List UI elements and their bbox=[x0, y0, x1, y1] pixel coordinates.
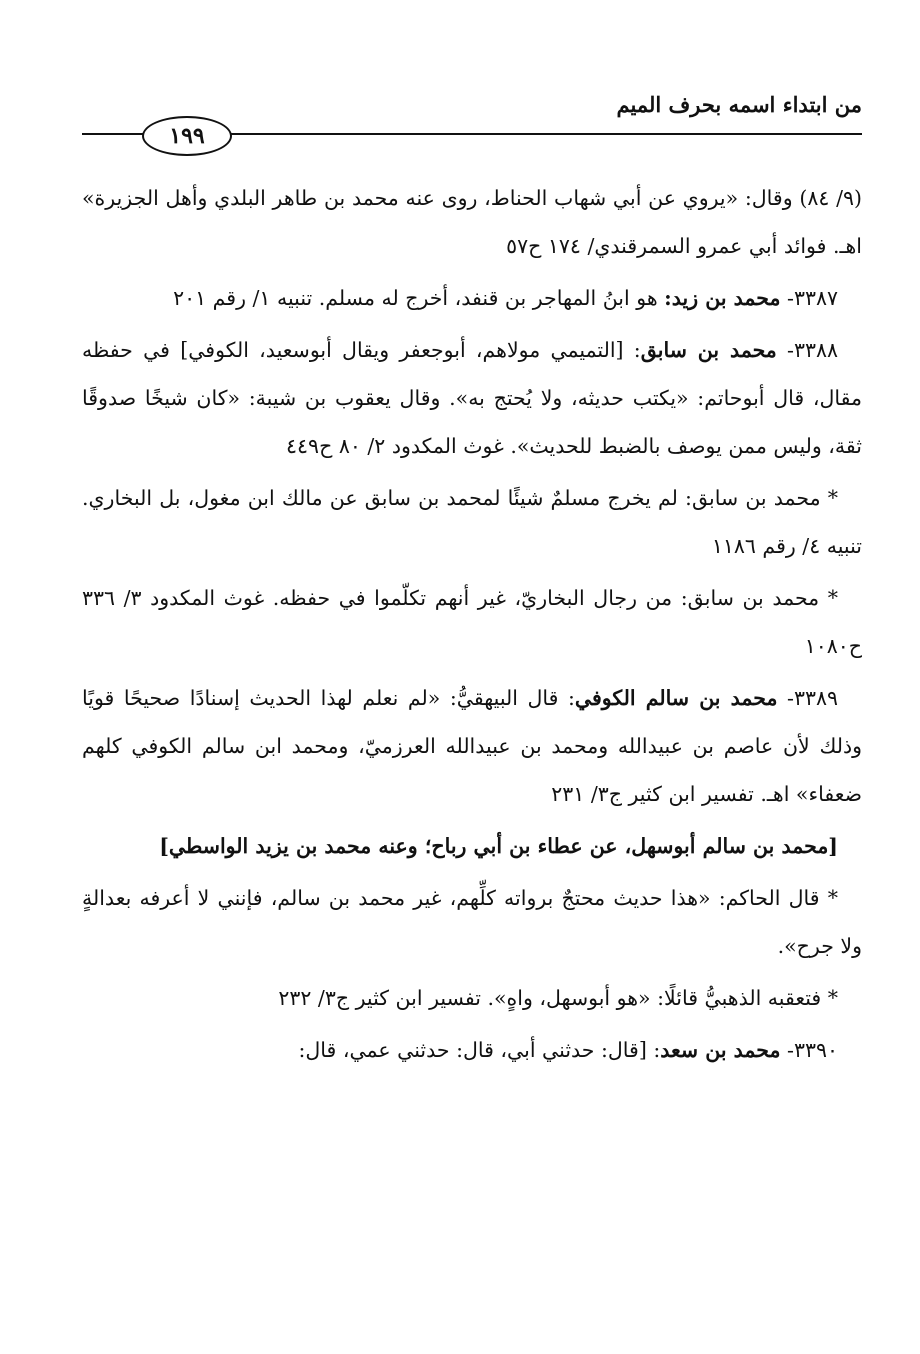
note-paragraph: * محمد بن سابق: من رجال البخاريّ، غير أنهم تكلّموا في حفظه. غوث المكدود ٣/ ٣٣٦ ح١٠٨٠ bbox=[82, 586, 862, 658]
entry-text: : [التميمي مولاهم، أبوجعفر ويقال أبوسعيد، الكوفي] في حفظه مقال، قال أبوحاتم: «يكتب حديثه، ولا يُحتج به». وقال يعقوب بن شيبة: «كان شيخًا صدوقًا ثقة، وليس ممن يوصف بالضبط للحديث». غوث المكدود ٢/ ٨٠ ح٤٤٩ bbox=[82, 338, 862, 458]
narrator-name: محمد بن سعد bbox=[660, 1038, 781, 1062]
entry-text: هو ابنُ المهاجر بن قنفد، أخرج له مسلم. تنبيه ١/ رقم ٢٠١ bbox=[173, 286, 665, 310]
entry-text: : [قال: حدثني أبي، قال: حدثني عمي، قال: bbox=[298, 1038, 661, 1062]
entry-3388 bbox=[82, 326, 862, 470]
note-paragraph: * محمد بن سابق: لم يخرج مسلمٌ شيئًا لمحمد بن سابق عن مالك ابن مغول، بل البخاري. تنبيه ٤/ رقم ١١٨٦ bbox=[82, 486, 862, 558]
entry-text: : قال البيهقيُّ: «لم نعلم لهذا الحديث إسنادًا صحيحًا قويًا وذلك لأن عاصم بن عبيدالله ومحمد بن عبيدالله العرزميّ، ومحمد ابن سالم الكوفي كلهم ضعفاء» اهـ. تفسير ابن كثير ج٣/ ٢٣١ bbox=[82, 686, 862, 806]
entry-3390 bbox=[82, 1026, 862, 1074]
note-paragraph: * فتعقبه الذهبيُّ قائلًا: «هو أبوسهل، واهٍ». تفسير ابن كثير ج٣/ ٢٣٢ bbox=[278, 986, 838, 1010]
narrator-name: محمد بن سالم الكوفي bbox=[574, 686, 778, 710]
note-paragraph: * قال الحاكم: «هذا حديث محتجٌ برواته كلِّهم، غير محمد بن سالم، فإنني لا أعرفه بعدالةٍ ولا جرح». bbox=[82, 886, 862, 958]
narrator-name: محمد بن سابق bbox=[640, 338, 777, 362]
running-title: من ابتداء اسمه بحرف الميم bbox=[616, 92, 862, 117]
narrator-name: محمد بن زيد: bbox=[664, 286, 781, 310]
paragraph-continuation: (٩/ ٨٤) وقال: «يروي عن أبي شهاب الحناط، روى عنه محمد بن طاهر البلدي وأهل الجزيرة» اهـ. فوائد أبي عمرو السمرقندي/ ١٧٤ ح٥٧ bbox=[82, 186, 862, 258]
entry-number: ٣٣٨٨- bbox=[776, 338, 839, 362]
entry-number: ٣٣٩٠- bbox=[780, 1038, 838, 1062]
bracketed-heading: [محمد بن سالم أبوسهل، عن عطاء بن أبي رباح؛ وعنه محمد بن يزيد الواسطي] bbox=[159, 834, 838, 858]
page-number: ١٩٩ bbox=[142, 116, 232, 156]
entry-number: ٣٣٨٩- bbox=[777, 686, 838, 710]
page-body bbox=[82, 174, 862, 1078]
entry-3389 bbox=[82, 674, 862, 818]
entry-3387 bbox=[82, 274, 862, 322]
entry-number: ٣٣٨٧- bbox=[780, 286, 838, 310]
